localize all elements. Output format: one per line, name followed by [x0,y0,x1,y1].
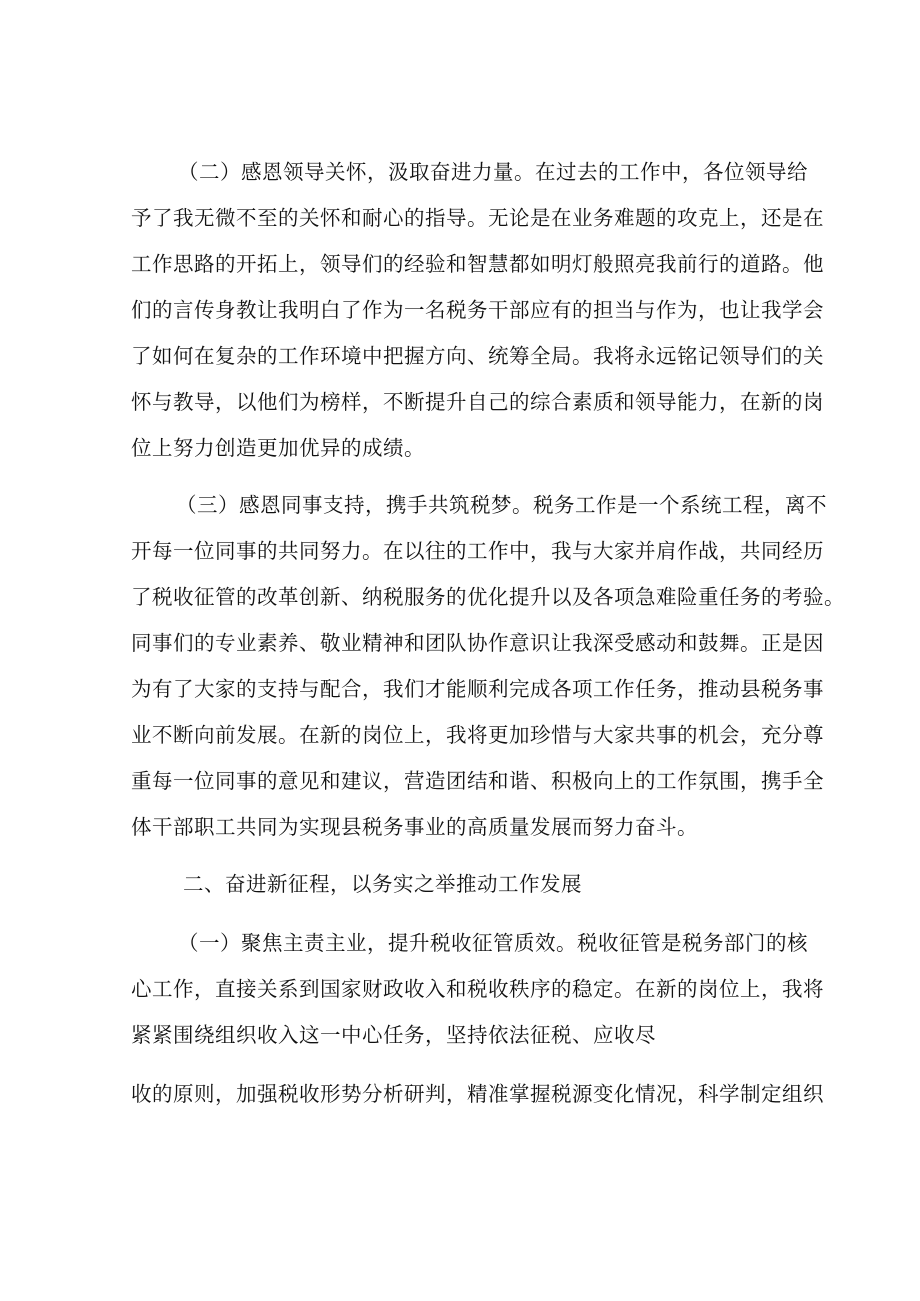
paragraph-2-line-2: 开每一位同事的共同努力。在以往的工作中，我与大家并肩作战，共同经历 [131,539,824,563]
paragraph-1-line-6: 怀与教导，以他们为榜样，不断提升自己的综合素质和领导能力，在新的岗 [131,390,824,414]
paragraph-1-line-3: 工作思路的开拓上，领导们的经验和智慧都如明灯般照亮我前行的道路。他 [131,252,824,276]
paragraph-2-line-4: 同事们的专业素养、敬业精神和团队协作意识让我深受感动和鼓舞。正是因 [131,631,824,655]
paragraph-1-line-4: 们的言传身教让我明白了作为一名税务干部应有的担当与作为，也让我学会 [131,298,824,322]
paragraph-3-line-1: （一）聚焦主责主业，提升税收征管质效。税收征管是税务部门的核 [178,931,808,955]
paragraph-1-line-2: 予了我无微不至的关怀和耐心的指导。无论是在业务难题的攻克上，还是在 [131,206,824,230]
paragraph-2-line-3: 了税收征管的改革创新、纳税服务的优化提升以及各项急难险重任务的考验。 [131,585,845,609]
paragraph-4-line-1: 收的原则，加强税收形势分析研判，精准掌握税源变化情况，科学制定组织 [131,1082,824,1106]
paragraph-2-line-7: 重每一位同事的意见和建议，营造团结和谐、积极向上的工作氛围，携手全 [131,769,824,793]
paragraph-2-line-5: 为有了大家的支持与配合，我们才能顺利完成各项工作任务，推动县税务事 [131,677,824,701]
paragraph-2-line-1: （三）感恩同事支持，携手共筑税梦。税务工作是一个系统工程，离不 [176,493,827,517]
paragraph-1-line-5: 了如何在复杂的工作环境中把握方向、统筹全局。我将永远铭记领导们的关 [131,344,824,368]
paragraph-3-line-2: 心工作，直接关系到国家财政收入和税收秩序的稳定。在新的岗位上，我将 [131,977,824,1001]
paragraph-1-line-1: （二）感恩领导关怀，汲取奋进力量。在过去的工作中，各位领导给 [178,160,808,184]
paragraph-2-line-6: 业不断向前发展。在新的岗位上，我将更加珍惜与大家共事的机会，充分尊 [131,723,824,747]
section-heading: 二、奋进新征程，以务实之举推动工作发展 [183,872,582,896]
paragraph-2-line-8: 体干部职工共同为实现县税务事业的高质量发展而努力奋斗。 [131,815,698,839]
paragraph-3-line-3: 紧紧围绕组织收入这一中心任务，坚持依法征税、应收尽 [131,1023,656,1047]
paragraph-1-line-7: 位上努力创造更加优异的成绩。 [131,436,425,460]
